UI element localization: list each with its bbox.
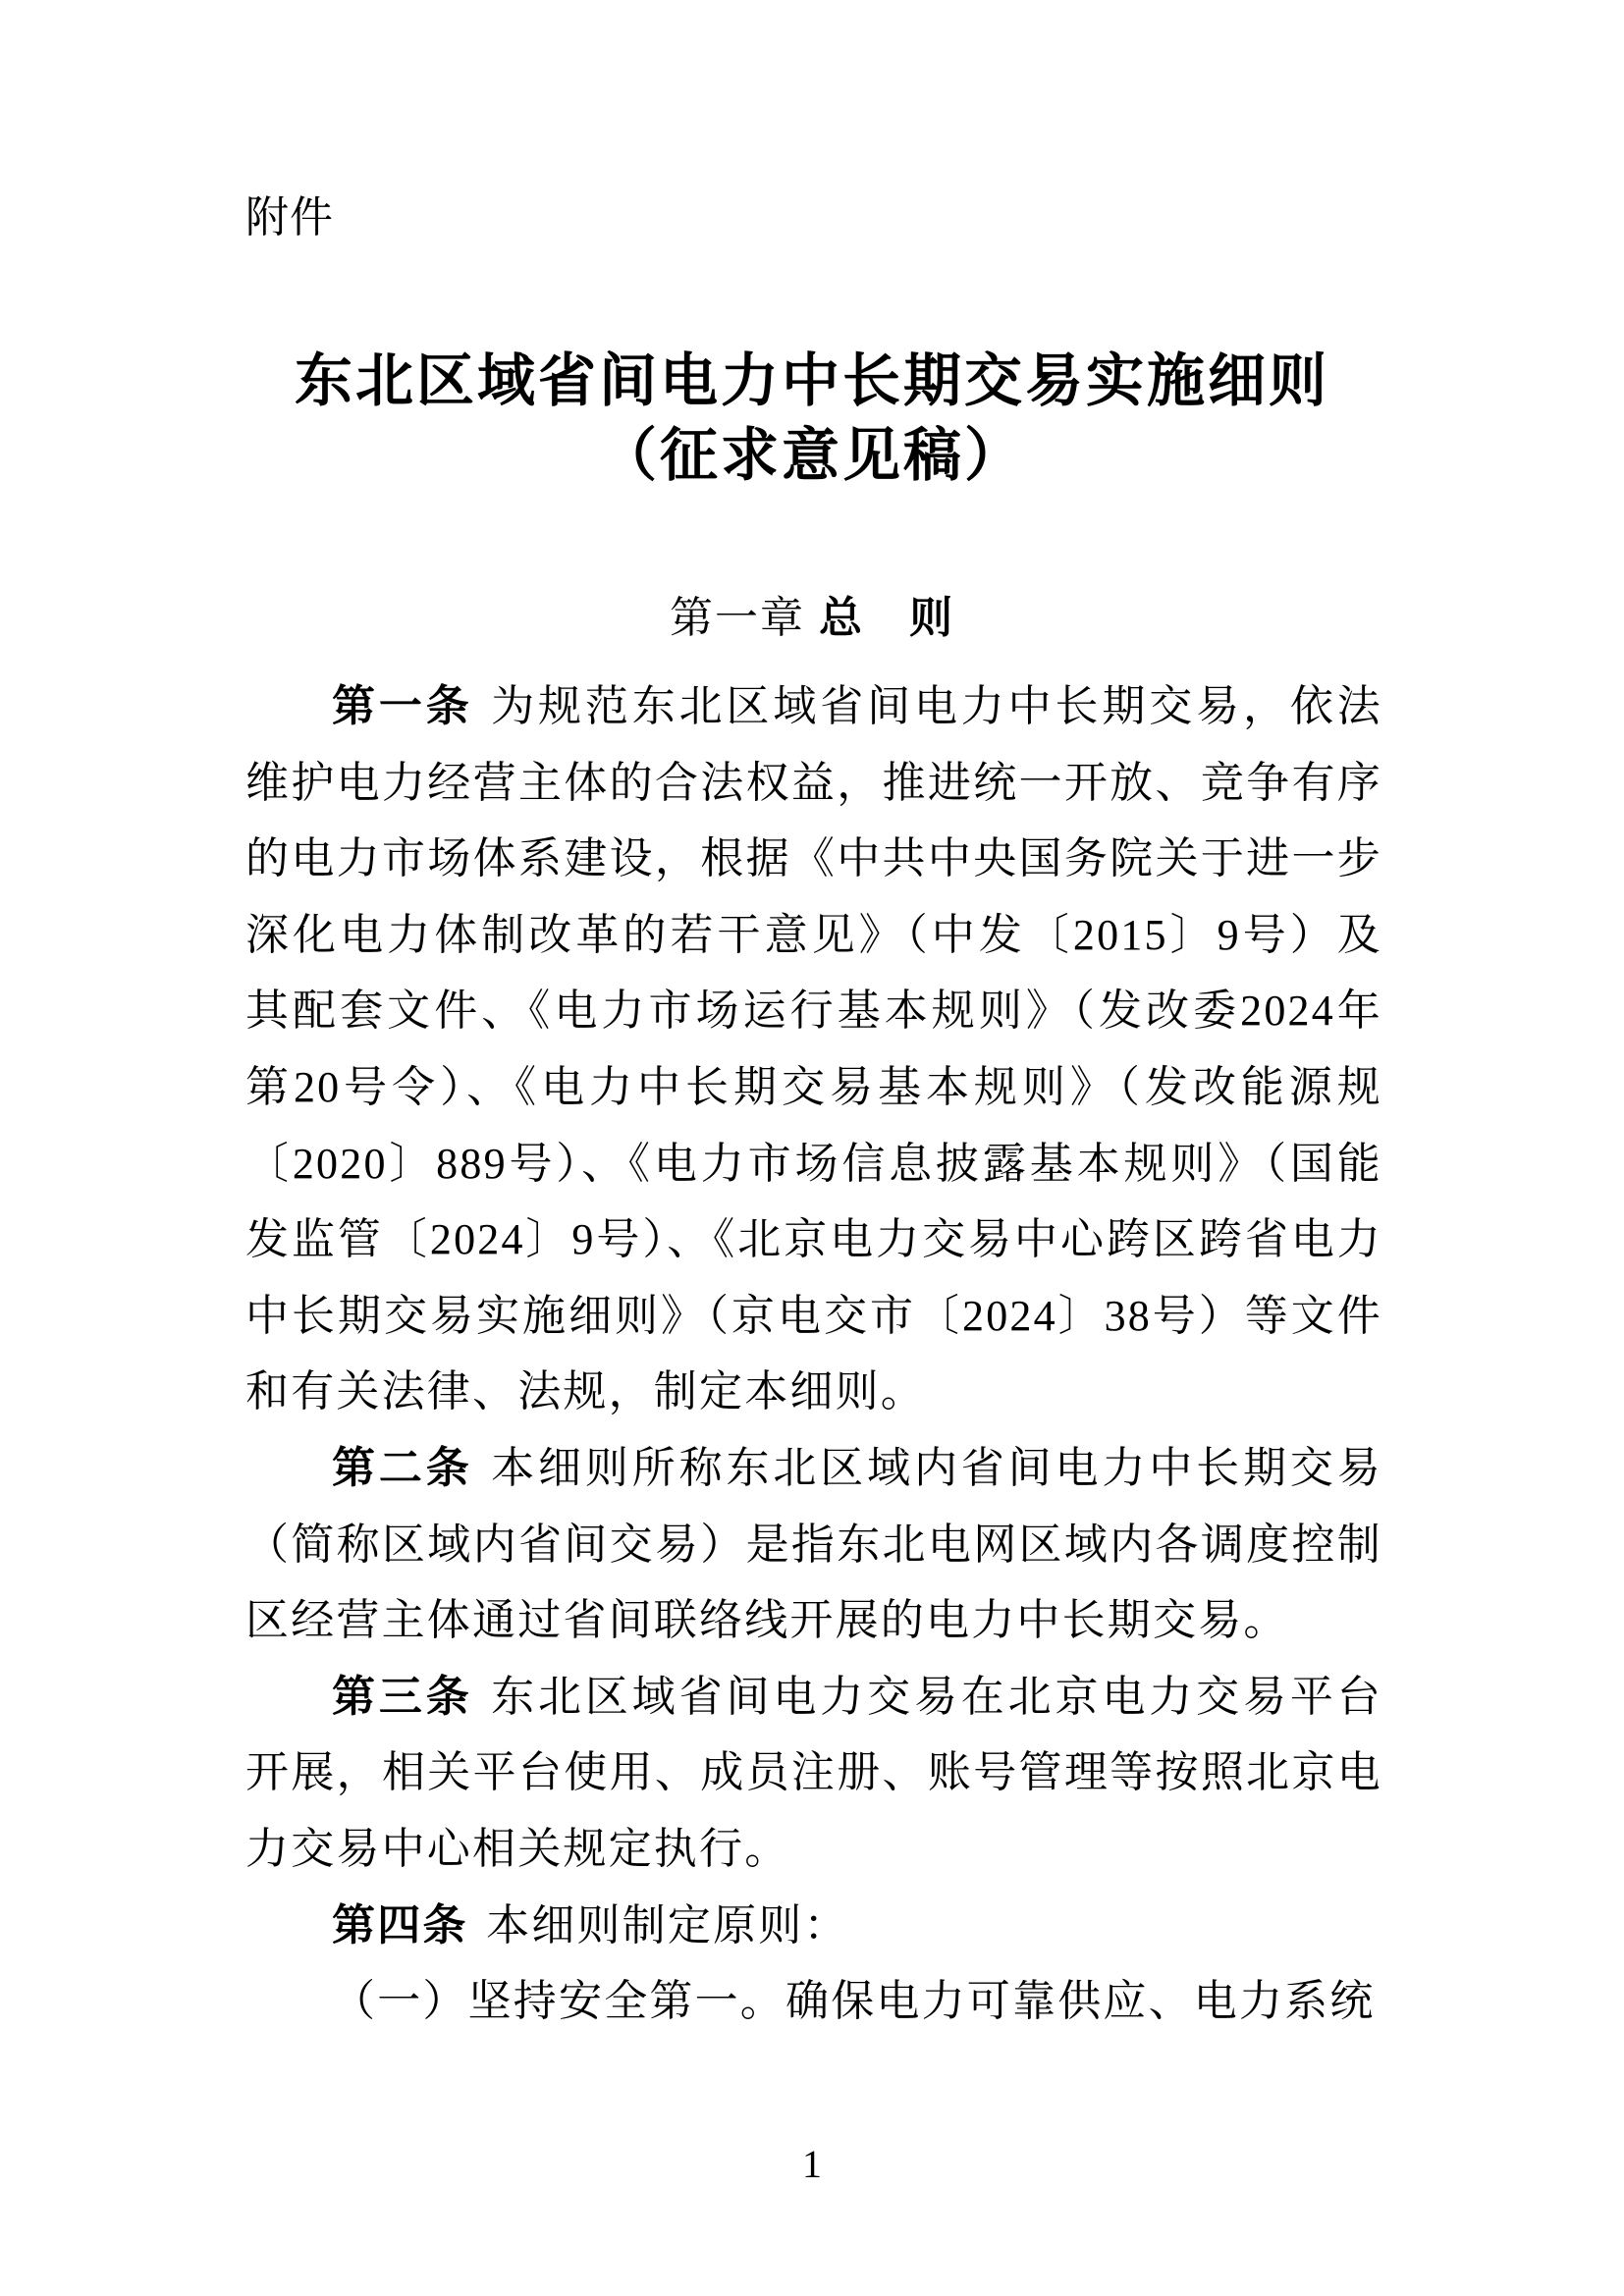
paragraph: 第二条 本细则所称东北区域内省间电力中长期交易（简称区域内省间交易）是指东北电网区域内各调度控制区经营主体通过省间联络线开展的电力中长期交易。: [245, 1443, 1382, 1645]
attachment-label: 附件: [245, 193, 334, 241]
paragraph: 第一条 为规范东北区域省间电力中长期交易，依法维护电力经营主体的合法权益，推进统一开放、竞争有序的电力市场体系建设，根据《中共中央国务院关于进一步深化电力体制改革的若干意见》（中发〔2015〕9号）及其配套文件、《电力市场运行基本规则》（发改委2024年第20号令）、《电力中长期交易基本规则》（发改能源规〔2020〕889号）、《电力市场信息披露基本规则》（国能发监管〔2024〕9号）、《北京电力交易中心跨区跨省电力中长期交易实施细则》（京电交市〔2024〕38号）等文件和有关法律、法规，制定本细则。: [245, 682, 1382, 1416]
chapter-title: 总 则: [819, 594, 954, 642]
article-number: 第一条: [332, 682, 473, 730]
chapter-number: 第一章: [670, 594, 805, 642]
page-number: 1: [802, 2142, 822, 2186]
article-number: 第二条: [332, 1443, 473, 1492]
document-body: [245, 668, 1382, 2040]
paragraph: （一）坚持安全第一。确保电力可靠供应、电力系统: [332, 1977, 1376, 2026]
chapter-heading: [0, 590, 1624, 647]
document-title-line2: （征求意见稿）: [598, 423, 1025, 488]
document-title-line1: 东北区域省间电力中长期交易实施细则: [294, 348, 1329, 413]
paragraph: 第三条 东北区域省间电力交易在北京电力交易平台开展，相关平台使用、成员注册、账号管理等按照北京电力交易中心相关规定执行。: [245, 1672, 1382, 1873]
document-title: [0, 344, 1624, 493]
paragraph: 第四条 本细则制定原则：: [332, 1900, 849, 1949]
article-number: 第四条: [332, 1900, 468, 1949]
article-number: 第三条: [332, 1672, 473, 1721]
